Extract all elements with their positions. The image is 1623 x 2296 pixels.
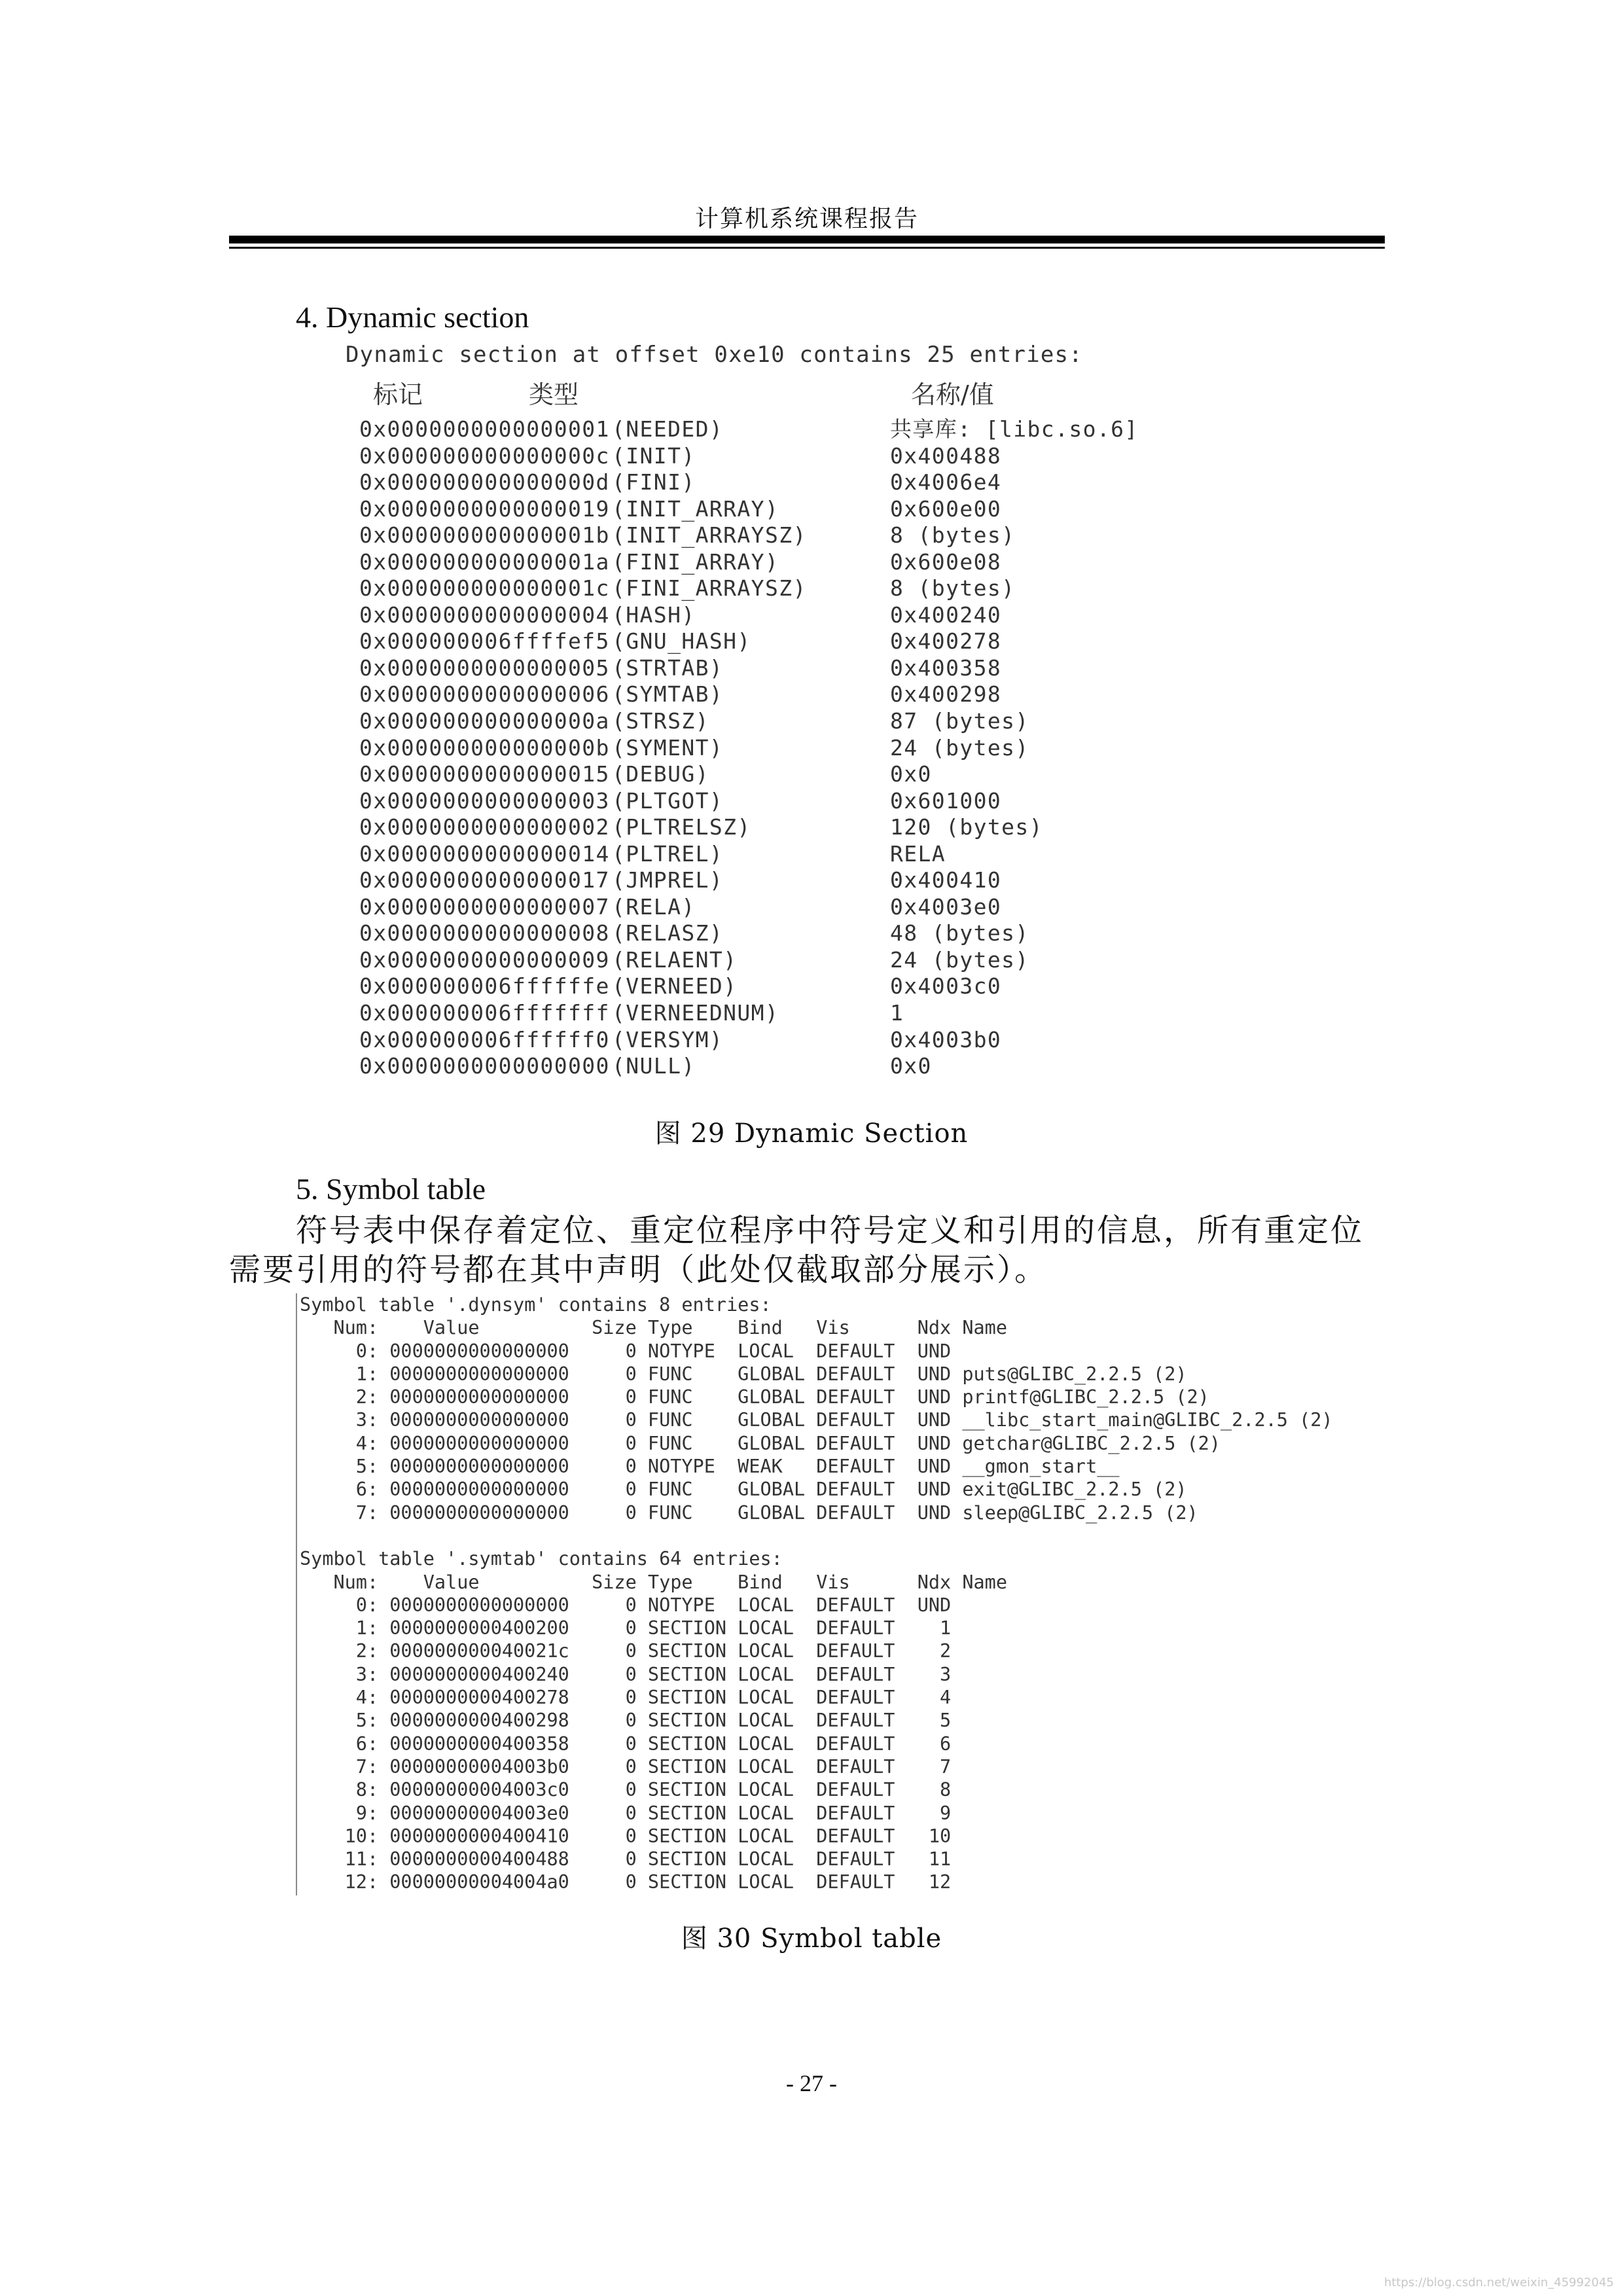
dynamic-entry-value: 0x4003c0: [890, 973, 1002, 999]
dynamic-entry-type: (STRSZ): [612, 708, 709, 734]
symbol-listing-line: 3: 0000000000000000 0 FUNC GLOBAL DEFAULT UND __libc_start_main@GLIBC_2.2.5 (2): [300, 1409, 1333, 1431]
symbol-table-heading: 5. Symbol table: [296, 1172, 486, 1206]
dynamic-entry-type: (PLTGOT): [612, 787, 724, 814]
dynamic-entry-tag: 0x0000000000000007: [359, 893, 610, 920]
dynamic-entry-tag: 0x0000000000000001: [359, 416, 610, 442]
dynamic-entry-type: (INIT_ARRAYSZ): [612, 522, 807, 548]
symbol-listing-line: 0: 0000000000000000 0 NOTYPE LOCAL DEFAULT UND: [300, 1340, 952, 1362]
dynamic-entry-value: 24 (bytes): [890, 734, 1029, 761]
dynamic-entry-type: (VERNEED): [612, 973, 738, 999]
dynamic-entry-tag: 0x0000000000000000: [359, 1053, 610, 1079]
symbol-listing-line: 1: 0000000000400200 0 SECTION LOCAL DEFAULT 1: [300, 1617, 952, 1640]
symbol-listing-line: 9: 00000000004003e0 0 SECTION LOCAL DEFAULT 9: [300, 1802, 952, 1824]
symbol-listing-line: 8: 00000000004003c0 0 SECTION LOCAL DEFAULT 8: [300, 1779, 952, 1801]
symbol-listing-line: 4: 0000000000400278 0 SECTION LOCAL DEFAULT 4: [300, 1687, 952, 1709]
figure-30-caption: 图 30 Symbol table: [681, 1924, 942, 1954]
symbol-listing-line: 12: 00000000004004a0 0 SECTION LOCAL DEFAULT 12: [300, 1871, 952, 1893]
dynamic-entry-row: [359, 867, 1210, 894]
dynamic-entry-value: 0x400410: [890, 867, 1002, 893]
dynamic-entry-value: 24 (bytes): [890, 946, 1029, 973]
dynamic-entry-value: RELA: [890, 840, 946, 867]
dynamic-entry-type: (INIT): [612, 442, 696, 469]
dynamic-entry-row: [359, 416, 1210, 443]
column-header-type: 类型: [529, 380, 579, 409]
symbol-listing-line: 6: 0000000000400358 0 SECTION LOCAL DEFAULT 6: [300, 1732, 952, 1755]
dynamic-entry-value: 0x4003b0: [890, 1026, 1002, 1052]
dynamic-entry-tag: 0x0000000000000003: [359, 787, 610, 814]
dynamic-entry-tag: 0x0000000000000006: [359, 681, 610, 708]
dynamic-entry-row: [359, 894, 1210, 921]
page-header-title: 计算机系统课程报告: [694, 206, 919, 232]
dynamic-entry-row: [359, 788, 1210, 815]
dynamic-entry-tag: 0x000000006ffffff0: [359, 1026, 610, 1052]
dynamic-entry-value: 48 (bytes): [890, 920, 1029, 946]
dynamic-entry-tag: 0x000000000000001c: [359, 575, 610, 601]
dynamic-entry-type: (FINI): [612, 469, 696, 495]
dynamic-entry-type: (HASH): [612, 601, 696, 628]
dynamic-entry-value: 0x4006e4: [890, 469, 1002, 495]
dynamic-entry-type: (FINI_ARRAYSZ): [612, 575, 807, 601]
symbol-listing-line: 1: 0000000000000000 0 FUNC GLOBAL DEFAULT UND puts@GLIBC_2.2.5 (2): [300, 1363, 1187, 1385]
dynamic-entry-type: (NEEDED): [612, 416, 724, 442]
dynamic-entry-type: (JMPREL): [612, 867, 724, 893]
dynamic-entry-value: 0x400488: [890, 442, 1002, 469]
symbol-listing-line: 3: 0000000000400240 0 SECTION LOCAL DEFAULT 3: [300, 1663, 952, 1685]
dynamic-entry-type: (RELAENT): [612, 946, 738, 973]
dynamic-entry-value: 8 (bytes): [890, 522, 1016, 548]
dynamic-entry-value: 0x400358: [890, 655, 1002, 681]
dynamic-entry-row: [359, 973, 1210, 1000]
dynamic-entry-row: [359, 628, 1210, 655]
dynamic-entry-row: [359, 602, 1210, 629]
dynamic-entry-row: [359, 575, 1210, 602]
dynamic-entry-value: 0x600e00: [890, 495, 1002, 522]
dynamic-entry-value: 共享库: [libc.so.6]: [890, 416, 1139, 442]
dynamic-entry-tag: 0x0000000000000015: [359, 761, 610, 787]
dynamic-entry-type: (PLTREL): [612, 840, 724, 867]
header-rule-thick: [229, 236, 1385, 243]
dynamic-entry-value: 0x601000: [890, 787, 1002, 814]
dynamic-entry-row: [359, 469, 1210, 496]
figure-29-caption: 图 29 Dynamic Section: [654, 1119, 969, 1149]
dynamic-entry-type: (VERSYM): [612, 1026, 724, 1052]
dynamic-entry-tag: 0x0000000000000014: [359, 840, 610, 867]
dynamic-entry-value: 0x0: [890, 1053, 932, 1079]
dynamic-entry-row: [359, 496, 1210, 523]
dynamic-entry-value: 0x600e08: [890, 548, 1002, 575]
dynamic-entry-tag: 0x0000000000000019: [359, 495, 610, 522]
dynamic-entry-row: [359, 681, 1210, 708]
dynamic-entry-row: [359, 549, 1210, 576]
symbol-listing-line: 0: 0000000000000000 0 NOTYPE LOCAL DEFAULT UND: [300, 1594, 952, 1616]
symbol-listing-line: 10: 0000000000400410 0 SECTION LOCAL DEFAULT 10: [300, 1825, 952, 1847]
symbol-table-paragraph: 符号表中保存着定位、重定位程序中符号定义和引用的信息，所有重定位需要引用的符号都在其中声明（此处仅截取部分展示）。: [229, 1212, 1364, 1288]
dynamic-entry-value: 0x400278: [890, 628, 1002, 655]
symbol-listing-line: 11: 0000000000400488 0 SECTION LOCAL DEFAULT 11: [300, 1848, 952, 1871]
dynamic-entry-tag: 0x0000000000000002: [359, 814, 610, 840]
dynamic-entry-tag: 0x000000000000000a: [359, 708, 610, 734]
dynamic-entry-value: 0x400298: [890, 681, 1002, 708]
dynamic-entry-value: 120 (bytes): [890, 814, 1043, 840]
watermark: https://blog.csdn.net/weixin_45992045: [1383, 2276, 1614, 2289]
dynamic-entry-type: (RELA): [612, 893, 696, 920]
dynamic-entry-value: 0x0: [890, 761, 932, 787]
symbol-listing-line: 7: 0000000000000000 0 FUNC GLOBAL DEFAULT UND sleep@GLIBC_2.2.5 (2): [300, 1501, 1198, 1524]
dynamic-entry-tag: 0x000000006fffffff: [359, 1000, 610, 1026]
dynamic-entry-value: 0x400240: [890, 601, 1002, 628]
symbol-listing-line: Num: Value Size Type Bind Vis Ndx Name: [300, 1571, 1007, 1593]
dynamic-entry-type: (GNU_HASH): [612, 628, 751, 655]
symbol-listing-line: 7: 00000000004003b0 0 SECTION LOCAL DEFAULT 7: [300, 1755, 952, 1778]
dynamic-entry-tag: 0x0000000000000017: [359, 867, 610, 893]
dynamic-entry-tag: 0x0000000000000009: [359, 946, 610, 973]
dynamic-entry-row: [359, 522, 1210, 549]
symbol-listing-line: 2: 000000000040021c 0 SECTION LOCAL DEFAULT 2: [300, 1640, 952, 1662]
dynamic-entry-row: [359, 947, 1210, 974]
dynamic-entry-tag: 0x000000000000001a: [359, 548, 610, 575]
dynamic-entry-type: (NULL): [612, 1053, 696, 1079]
dynamic-entry-row: [359, 1053, 1210, 1080]
dynamic-entry-row: [359, 735, 1210, 762]
dynamic-entry-row: [359, 655, 1210, 682]
dynamic-entry-tag: 0x000000000000000d: [359, 469, 610, 495]
dynamic-entry-row: [359, 443, 1210, 470]
column-header-tag: 标记: [373, 380, 423, 409]
dynamic-entry-row: [359, 841, 1210, 868]
dynamic-entry-type: (DEBUG): [612, 761, 709, 787]
dynamic-entry-tag: 0x000000006ffffffe: [359, 973, 610, 999]
dynamic-entry-type: (SYMENT): [612, 734, 724, 761]
dynamic-entry-value: 1: [890, 1000, 904, 1026]
page-number: - 27 -: [786, 2070, 837, 2096]
symbol-listing-line: 2: 0000000000000000 0 FUNC GLOBAL DEFAULT UND printf@GLIBC_2.2.5 (2): [300, 1386, 1209, 1408]
dynamic-section-table: [359, 416, 1210, 1080]
symbol-listing-line: Num: Value Size Type Bind Vis Ndx Name: [300, 1317, 1007, 1339]
dynamic-entry-tag: 0x000000006ffffef5: [359, 628, 610, 655]
dynamic-entry-value: 87 (bytes): [890, 708, 1029, 734]
dynamic-entry-type: (FINI_ARRAY): [612, 548, 779, 575]
symbol-listing-line: Symbol table '.symtab' contains 64 entries:: [300, 1548, 783, 1570]
dynamic-entry-type: (STRTAB): [612, 655, 724, 681]
dynamic-entry-tag: 0x0000000000000004: [359, 601, 610, 628]
dynamic-entry-row: [359, 1027, 1210, 1054]
dynamic-entry-tag: 0x000000000000000c: [359, 442, 610, 469]
dynamic-entry-tag: 0x0000000000000008: [359, 920, 610, 946]
symbol-listing-line: Symbol table '.dynsym' contains 8 entries:: [300, 1294, 772, 1316]
dynamic-entry-value: 8 (bytes): [890, 575, 1016, 601]
dynamic-entry-type: (SYMTAB): [612, 681, 724, 708]
symbol-listing-line: 4: 0000000000000000 0 FUNC GLOBAL DEFAULT UND getchar@GLIBC_2.2.5 (2): [300, 1432, 1221, 1454]
dynamic-entry-type: (PLTRELSZ): [612, 814, 751, 840]
dynamic-entry-type: (INIT_ARRAY): [612, 495, 779, 522]
dynamic-entry-row: [359, 1000, 1210, 1027]
column-header-name-value: 名称/值: [911, 380, 994, 409]
header-rule-thin: [229, 247, 1385, 249]
dynamic-entry-row: [359, 761, 1210, 788]
symbol-listing-line: [297, 1524, 1383, 1547]
dynamic-entry-row: [359, 920, 1210, 947]
symbol-table-listing: [296, 1293, 1383, 1895]
symbol-listing-line: 6: 0000000000000000 0 FUNC GLOBAL DEFAULT UND exit@GLIBC_2.2.5 (2): [300, 1479, 1187, 1501]
dynamic-entry-row: [359, 708, 1210, 735]
dynamic-section-heading: 4. Dynamic section: [296, 300, 529, 334]
dynamic-entry-type: (VERNEEDNUM): [612, 1000, 779, 1026]
symbol-listing-line: 5: 0000000000400298 0 SECTION LOCAL DEFAULT 5: [300, 1710, 952, 1732]
dynamic-entry-type: (RELASZ): [612, 920, 724, 946]
dynamic-entry-tag: 0x0000000000000005: [359, 655, 610, 681]
dynamic-entry-tag: 0x000000000000001b: [359, 522, 610, 548]
dynamic-entry-row: [359, 814, 1210, 841]
dynamic-entry-tag: 0x000000000000000b: [359, 734, 610, 761]
symbol-listing-line: 5: 0000000000000000 0 NOTYPE WEAK DEFAULT UND __gmon_start__: [300, 1456, 1120, 1478]
dynamic-section-intro: Dynamic section at offset 0xe10 contains 25 entries:: [346, 342, 1083, 368]
dynamic-entry-value: 0x4003e0: [890, 893, 1002, 920]
